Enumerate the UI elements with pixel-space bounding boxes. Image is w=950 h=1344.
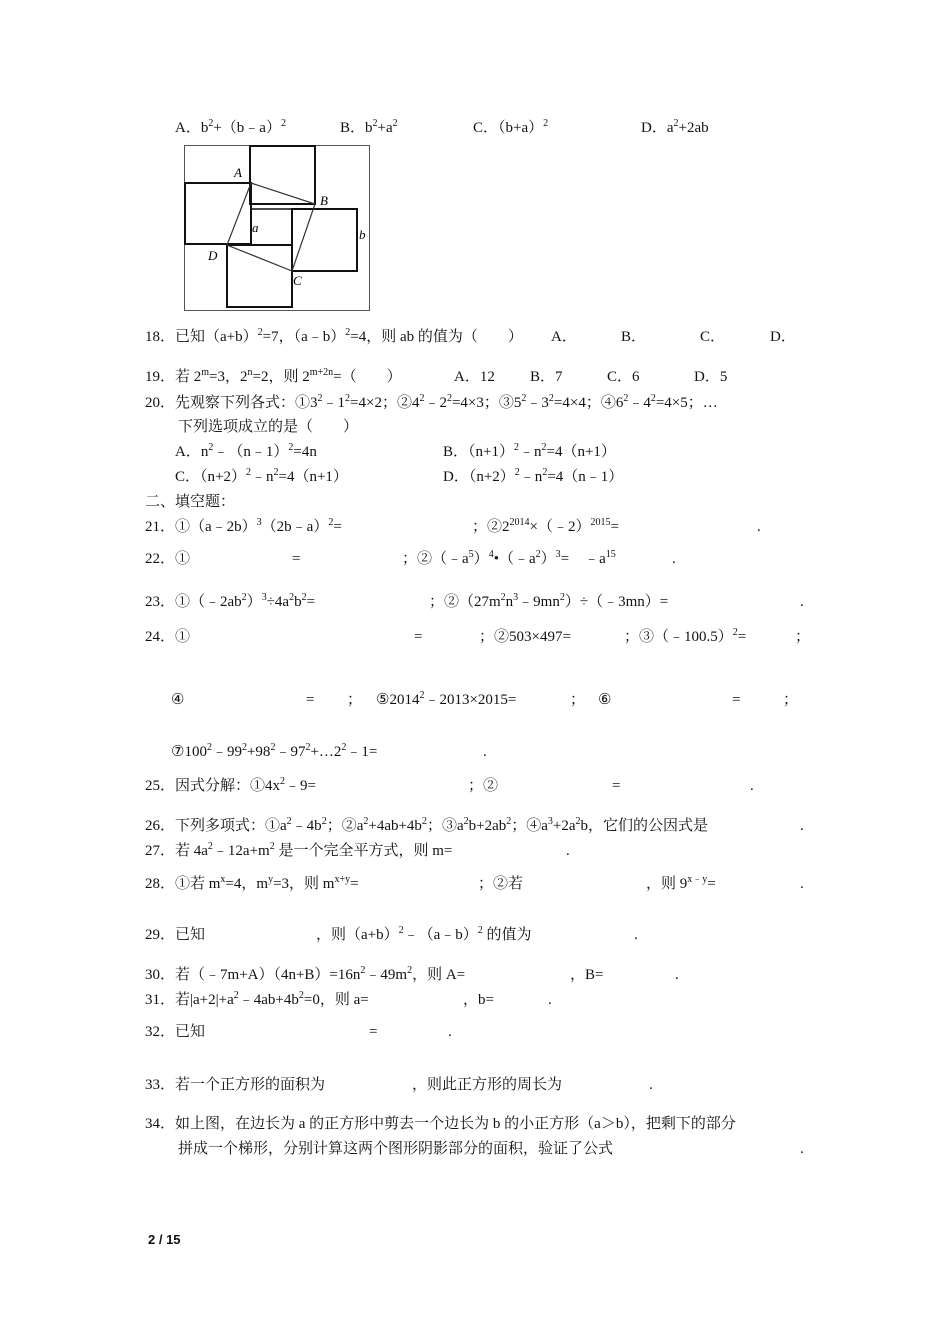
q31-part2: ，b= — [463, 992, 494, 1008]
q20-option-d: D．$(n+2)^2﹣n^2=4(n﹣1)$ — [443, 467, 624, 485]
q18-option-c: C． — [700, 329, 726, 345]
q19-stem: 19．若 $2^m=3$，$2^n=2$，则 $2^{m+2n}=$（ ） — [145, 367, 402, 385]
q25-part1: 25．因式分解：$①4x^2﹣9=$ — [145, 776, 316, 794]
q19-option-c: C．6 — [607, 369, 640, 385]
side-a-label: a — [252, 220, 259, 235]
q24-part5: $⑤2014^2﹣2013\times 2015=$ — [376, 690, 517, 708]
point-a-label: A — [234, 165, 242, 180]
q29-end: . — [634, 927, 638, 943]
q24-equals1: = — [414, 629, 423, 645]
q32-equals: = — [369, 1024, 378, 1040]
q23-part2: ；$②(27m^2n^3﹣9mn^2)\div(﹣3mn)=$ — [429, 592, 669, 610]
q33-end: . — [649, 1077, 653, 1093]
q20-option-a: A．$n^2﹣(n﹣1)^2=4n$ — [175, 442, 317, 460]
q25-equals: = — [612, 778, 621, 794]
q17-option-b: B．$b^2+a^2$ — [340, 118, 398, 136]
q23-end: . — [800, 594, 804, 610]
section-fill-in-blank-heading: 二、填空题： — [145, 494, 236, 510]
q27-text: 27．若 $4a^2﹣12a+m^2$ 是一个完全平方式，则 m= — [145, 841, 453, 859]
pythagoras-figure — [184, 145, 370, 311]
q24-equals6: = — [732, 692, 741, 708]
q24-part3: ；③（﹣100.5）$^2$= — [624, 627, 747, 645]
q24-part1: 24．① — [145, 629, 191, 645]
q19-option-d: D．5 — [694, 369, 728, 385]
side-b-label: b — [359, 227, 366, 242]
q28-end: . — [800, 876, 804, 892]
q19-option-a: A．12 — [454, 369, 495, 385]
q31-end: . — [548, 992, 552, 1008]
q34-end: . — [800, 1141, 804, 1157]
q18-option-a: A． — [551, 329, 577, 345]
q22-part1: 22．① — [145, 551, 191, 567]
q20-option-c: C．$(n+2)^2﹣n^2=4(n+1)$ — [175, 467, 348, 485]
q19 — [145, 367, 402, 387]
q34-line2: 拼成一个梯形，分别计算这两个图形阴影部分的面积，验证了公式 — [178, 1141, 614, 1157]
q30-part1: 30．若$(﹣7m+A)(4n+B)=16n^2﹣49m^2$，则 A= — [145, 965, 466, 983]
q23-part1: 23．$①(﹣2ab^2)^3\div 4a^2b^2=$ — [145, 592, 316, 610]
q24-part6: ⑥ — [598, 692, 612, 708]
q20-line2: 下列选项成立的是（ ） — [178, 419, 359, 435]
q30-part2: ，B= — [570, 967, 604, 983]
q24-part7: $⑦100^2﹣99^2+98^2﹣97^2+\dots 2^2﹣1=$ — [171, 742, 378, 760]
q32-part1: 32．已知 — [145, 1024, 206, 1040]
q17-option-a: A．$b^2+(b﹣a)^2$ — [175, 118, 286, 136]
q17-option-d: D．$a^2+2ab$ — [641, 118, 709, 136]
q24-sep4: ； — [347, 692, 363, 708]
q27-end: . — [566, 843, 570, 859]
q17-option-c: C．$(b+a)^2$ — [473, 118, 549, 136]
point-d-label: D — [208, 248, 218, 263]
page-number: 2 / 15 — [148, 1232, 181, 1247]
q26-text: 26．下列多项式：$①a^2﹣4b^2$；$②a^2+4ab+4b^2$；$③a^2b+2ab^2$；$④a^3+2a^2b$，它们的公因式是 — [145, 816, 709, 834]
q34-line1: 34．如上图，在边长为 a 的正方形中剪去一个边长为 b 的小正方形（a＞b），把剩下的部分 — [145, 1116, 736, 1132]
q33-part1: 33．若一个正方形的面积为 — [145, 1077, 326, 1093]
q24-end6: ； — [783, 692, 799, 708]
q24-sep5: ； — [570, 692, 586, 708]
point-c-label: C — [293, 273, 302, 288]
q29-part1: 29．已知 — [145, 927, 206, 943]
q24-end1: ； — [795, 629, 811, 645]
q24-end7: . — [483, 744, 487, 760]
q18-option-d: D． — [770, 329, 796, 345]
q18-option-b: B． — [621, 329, 647, 345]
q22-end: . — [672, 551, 676, 567]
q28-part3: ，则 $9^{x﹣y}=$ — [646, 874, 716, 892]
q18-stem: 18．已知$(a+b)^2=7$，（a﹣b）$^2$=4，则 ab 的值为（ ） — [145, 327, 523, 345]
q25-part2: ；② — [468, 778, 499, 794]
q21-end: . — [757, 519, 761, 535]
q30-end: . — [675, 967, 679, 983]
q24-part2: ；②503×497= — [479, 629, 571, 645]
q25-end: . — [750, 778, 754, 794]
q24-part4: ④ — [171, 692, 185, 708]
q32-end: . — [448, 1024, 452, 1040]
q20-line1: 20．先观察下列各式：$①3^2﹣1^2=4\times 2$；$②4^2﹣2^2=4\times 3$；$③5^2﹣3^2=4\times 4$；$④6^2﹣4^2=4\times 5$；… — [145, 393, 718, 411]
q21-part2: ；$②2^{2014}\times(﹣2)^{2015}=$ — [472, 517, 619, 535]
q28-part2: ；②若 — [478, 876, 524, 892]
q22-equals: = — [292, 551, 301, 567]
q31-part1: 31．若$|a+2|+a^2﹣4ab+4b^2=0$，则 a= — [145, 990, 369, 1008]
q22-part2: ；$②(﹣a^5)^4•(﹣a^2)^3=$ $﹣a^{15}$ — [402, 549, 616, 567]
q21-part1: 21．①（a﹣2b）$^3$（2b﹣a）$^2$= — [145, 517, 342, 535]
q28-part1: 28．①若 $m^x=4$，$m^y=3$，则 $m^{x+y}=$ — [145, 874, 359, 892]
point-b-label: B — [320, 193, 328, 208]
q18 — [145, 327, 523, 347]
q19-option-b: B．7 — [530, 369, 563, 385]
q24-equals4: = — [306, 692, 315, 708]
q29-part2: ，则$(a+b)^2﹣(a﹣b)^2$ 的值为 — [316, 925, 532, 943]
q20-option-b: B．$(n+1)^2﹣n^2=4(n+1)$ — [443, 442, 616, 460]
q33-part2: ，则此正方形的周长为 — [412, 1077, 563, 1093]
q26-end: . — [800, 818, 804, 834]
